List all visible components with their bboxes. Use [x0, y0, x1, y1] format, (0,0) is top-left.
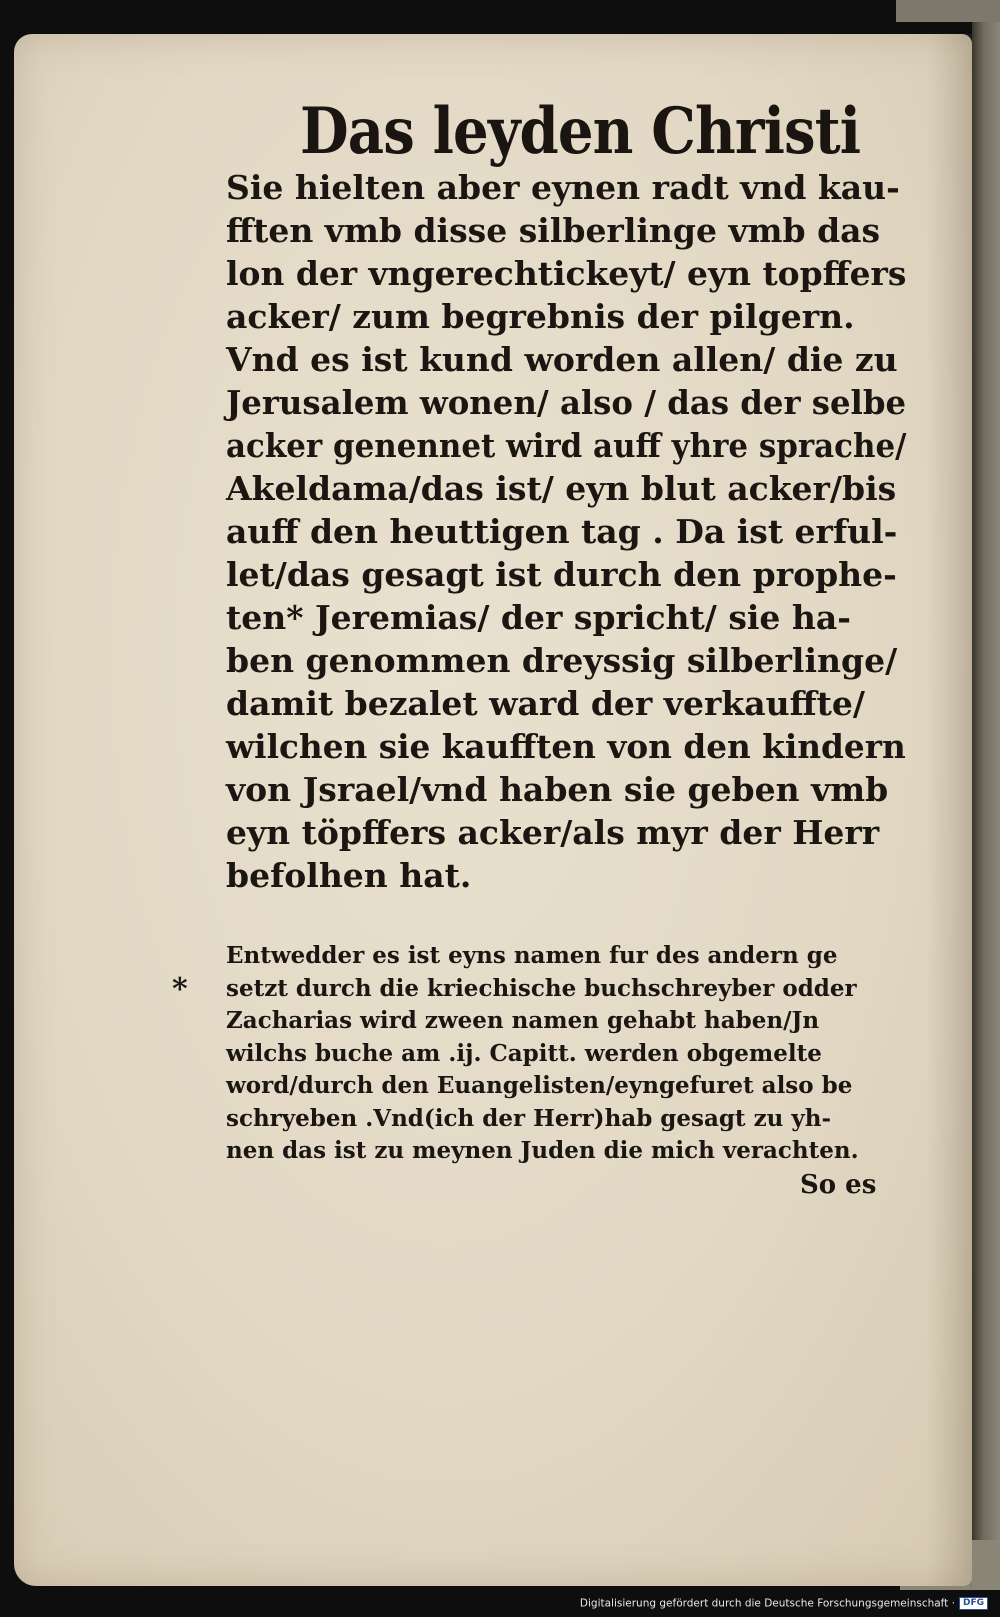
text-line: wilchen sie kaufften von den kindern [226, 727, 906, 766]
main-text-block [226, 166, 906, 897]
scan-background-top [896, 0, 1000, 22]
marginal-note [226, 940, 906, 1168]
text-line: Jerusalem wonen/ also / das der selbe [226, 383, 907, 422]
text-line: Sie hielten aber eynen radt vnd kau- [226, 168, 900, 207]
note-line: word/durch den Euangelisten/eyngefuret also be [226, 1072, 853, 1099]
text-line: acker/ zum begrebnis der pilgern. [226, 297, 855, 336]
note-line: schryeben .Vnd(ich der Herr)hab gesagt zu yh- [226, 1104, 831, 1132]
text-line: befolhen hat. [226, 856, 472, 895]
text-line: ten* Jeremias/ der spricht/ sie ha- [226, 598, 851, 637]
text-line: auff den heuttigen tag . Da ist erful- [226, 512, 898, 551]
text-line: damit bezalet ward der verkauffte/ [226, 684, 865, 723]
text-line: fften vmb disse silberlinge vmb das [226, 211, 881, 250]
text-line: ben genommen dreyssig silberlinge/ [226, 641, 898, 680]
text-line: Akeldama/das ist/ eyn blut acker/bis [226, 469, 897, 508]
note-line: setzt durch die kriechische buchschreyber odder [226, 974, 857, 1002]
text-line: let/das gesagt ist durch den prophe- [226, 555, 897, 594]
text-line: lon der vngerechtickeyt/ eyn topffers [226, 254, 907, 293]
funding-credit [580, 1597, 988, 1610]
page-heading: Das leyden Christi [300, 94, 861, 169]
note-line: Entwedder es ist eyns namen fur des andern ge [226, 942, 838, 969]
text-line: eyn töpffers acker/als myr der Herr [226, 813, 880, 852]
text-line: Vnd es ist kund worden allen/ die zu [226, 340, 898, 379]
text-line: von Jsrael/vnd haben sie geben vmb [226, 770, 889, 809]
book-edge [972, 0, 1000, 1590]
catchword: So es [800, 1170, 877, 1200]
funding-credit-text: Digitalisierung gefördert durch die Deutsche Forschungsgemeinschaft · [579, 1597, 955, 1610]
note-line: Zacharias wird zween namen gehabt haben/Jn [226, 1007, 820, 1034]
text-line: acker genennet wird auff yhre sprache/ [226, 426, 907, 465]
note-marker: * [172, 972, 188, 1007]
note-line: wilchs buche am .ij. Capitt. werden obgemelte [226, 1039, 822, 1067]
note-line: nen das ist zu meynen Juden die mich verachten. [226, 1137, 859, 1164]
dfg-logo-icon: DFG [959, 1597, 988, 1610]
